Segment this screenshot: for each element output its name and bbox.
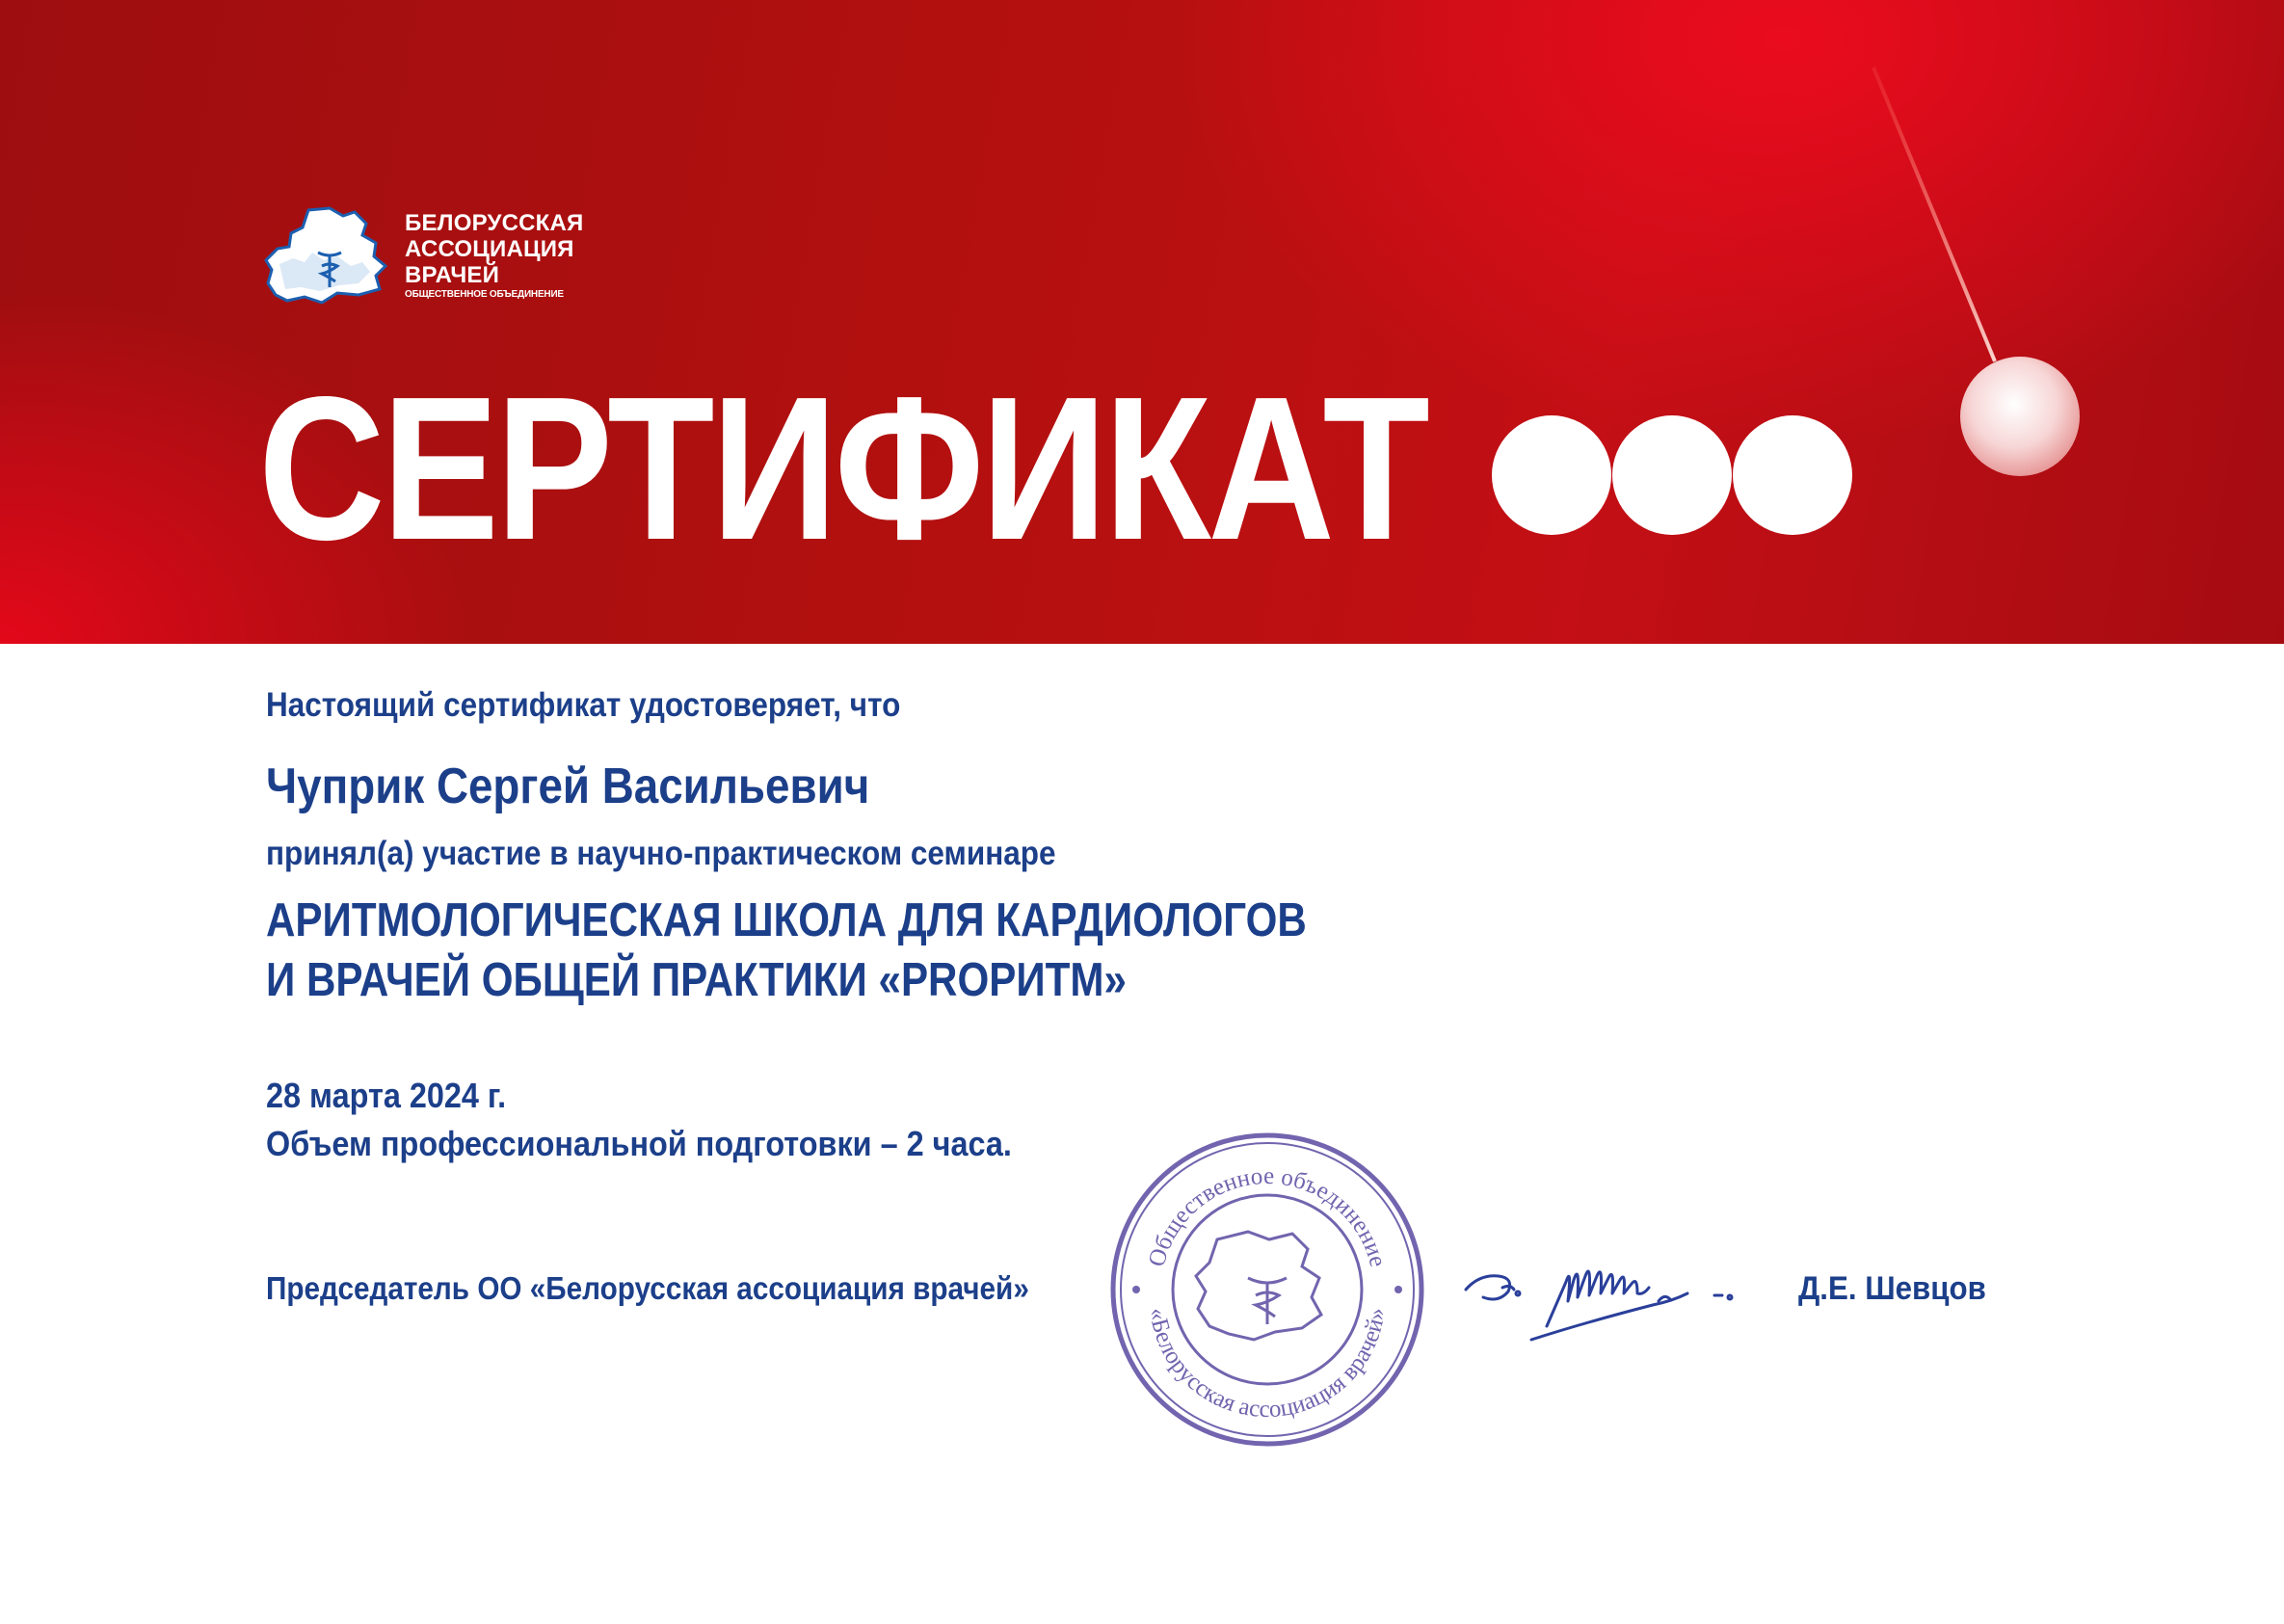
belarus-map-icon [262,202,397,308]
event-details [266,1072,1012,1168]
cradle-ball [1612,415,1732,535]
event-title [266,891,1307,1010]
stamp-map-icon [1196,1232,1321,1340]
signer-name: Д.Е. Шевцов [1798,1270,1986,1307]
association-logo [262,202,590,318]
logo-line-2: АССОЦИАЦИЯ [405,236,574,262]
logo-text [405,210,583,302]
cradle-ball-swinging [1960,357,2080,476]
stamp-text-bottom: «Белорусская ассоциация врачей» [1144,1306,1391,1424]
certificate-title: СЕРТИФИКАТ [258,354,1427,582]
training-volume: Объем профессиональной подготовки – 2 часа. [266,1124,1012,1163]
participation-text: принял(а) участие в научно-практическом семинаре [266,835,1056,872]
chairman-title: Председатель ОО «Белорусская ассоциация врачей» [266,1270,1029,1306]
chairman-signature [1460,1234,1778,1359]
logo-line-1: БЕЛОРУССКАЯ [405,210,584,236]
recipient-name: Чуприк Сергей Васильевич [266,759,870,814]
logo-subtitle: ОБЩЕСТВЕННОЕ ОБЪЕДИНЕНИЕ [405,289,564,300]
header-banner [0,0,2284,644]
event-date: 28 марта 2024 г. [266,1076,507,1115]
cradle-ball [1492,415,1611,535]
event-title-line-1: АРИТМОЛОГИЧЕСКАЯ ШКОЛА ДЛЯ КАРДИОЛОГОВ [266,894,1307,946]
logo-line-3: ВРАЧЕЙ [405,262,500,288]
official-stamp [1103,1126,1431,1453]
event-title-line-2: И ВРАЧЕЙ ОБЩЕЙ ПРАКТИКИ «PROРИТМ» [266,954,1127,1006]
cradle-ball [1733,415,1852,535]
stamp-text-top: Общественное объединение [1143,1162,1392,1270]
intro-text: Настоящий сертификат удостоверяет, что [266,686,901,724]
